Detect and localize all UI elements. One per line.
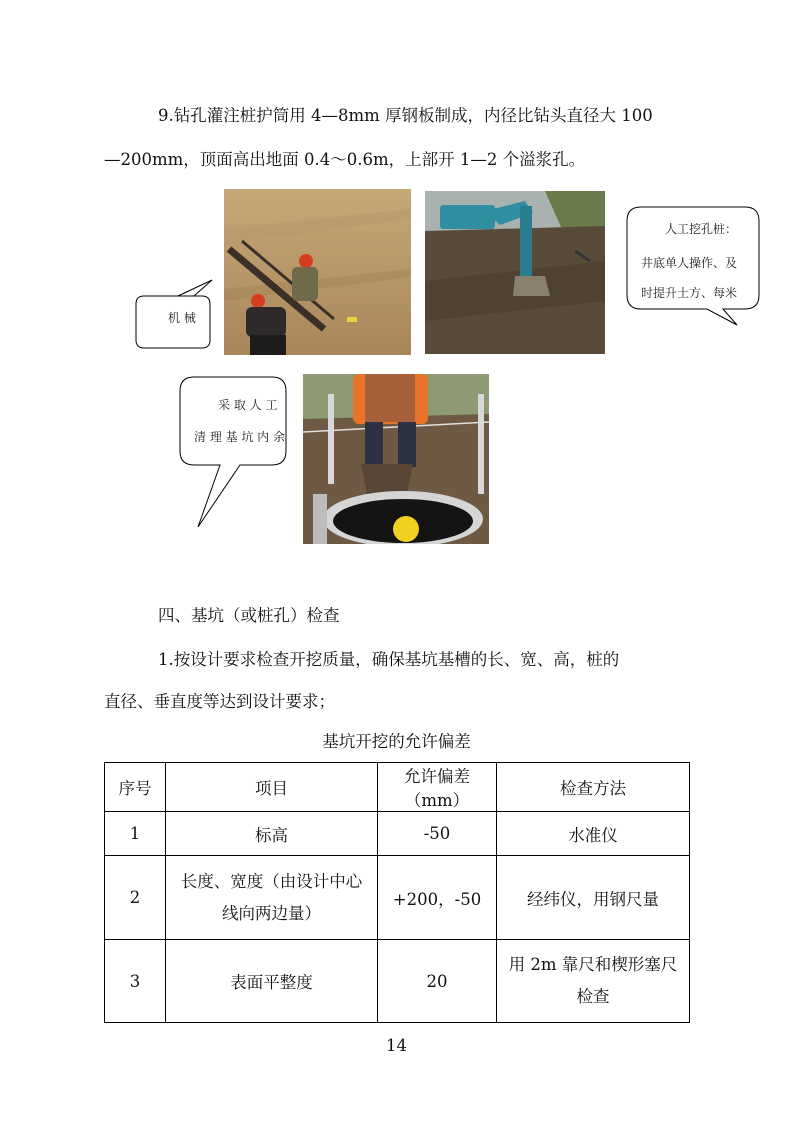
cell-no: 3	[105, 940, 166, 1023]
cell-method: 水准仪	[497, 812, 690, 856]
callout-manual-cleaning-line-2: 清 理 基 坑 内 余	[194, 430, 286, 444]
callout-manual-pile-line-3: 时提升土方、每米	[641, 286, 738, 300]
section-heading-pit-inspection: 四、基坑（或桩孔）检查	[158, 606, 340, 625]
table-row	[105, 812, 690, 856]
photo-mechanical-excavation	[425, 191, 605, 354]
cell-no: 1	[105, 812, 166, 856]
header-no: 序号	[105, 763, 166, 812]
callout-manual-cleaning-line-1: 采 取 人 工	[218, 398, 278, 412]
callout-manual-pile-line-2: 井底单人操作、及	[641, 256, 738, 270]
cell-item: 表面平整度	[166, 940, 378, 1023]
table-caption: 基坑开挖的允许偏差	[322, 732, 471, 751]
cell-item-line-1: 长度、宽度（由设计中心	[180, 871, 363, 891]
cell-method-line-1: 用 2m 靠尺和楔形塞尺	[508, 955, 678, 974]
cell-no: 2	[105, 856, 166, 940]
item-1-line-1: 1.按设计要求检查开挖质量，确保基坑基槽的长、宽、高，桩的	[158, 650, 620, 669]
photo-manual-excavation	[224, 189, 411, 355]
cell-tolerance: -50	[378, 812, 497, 856]
item-1-line-2: 直径、垂直度等达到设计要求；	[104, 692, 335, 711]
cell-item-line-2: 线向两边量）	[222, 903, 321, 923]
paragraph-9-line-1: 9.钻孔灌注桩护筒用 4—8mm 厚钢板制成，内径比钻头直径大 100	[158, 106, 653, 125]
photo-pile-hole-cleaning	[303, 374, 489, 544]
cell-method-line-2: 检查	[576, 987, 610, 1006]
callout-machinery-text: 机 械	[168, 311, 196, 325]
cell-tolerance: +200，-50	[378, 856, 497, 940]
table-row	[105, 940, 690, 1023]
table-row	[105, 856, 690, 940]
header-method: 检查方法	[497, 763, 690, 812]
paragraph-9-line-2: —200mm，顶面高出地面 0.4～0.6m，上部开 1—2 个溢浆孔。	[104, 150, 586, 169]
table-header-row	[105, 763, 690, 812]
excavation-tolerance-table	[104, 762, 690, 1023]
callout-manual-pile-line-1: 人工挖孔桩：	[665, 222, 738, 236]
cell-method	[497, 940, 690, 1023]
header-item: 项目	[166, 763, 378, 812]
page-number: 14	[386, 1036, 407, 1055]
cell-tolerance: 20	[378, 940, 497, 1023]
cell-item	[166, 856, 378, 940]
cell-method: 经纬仪，用钢尺量	[497, 856, 690, 940]
header-tolerance: 允许偏差（mm）	[378, 763, 497, 812]
cell-item: 标高	[166, 812, 378, 856]
